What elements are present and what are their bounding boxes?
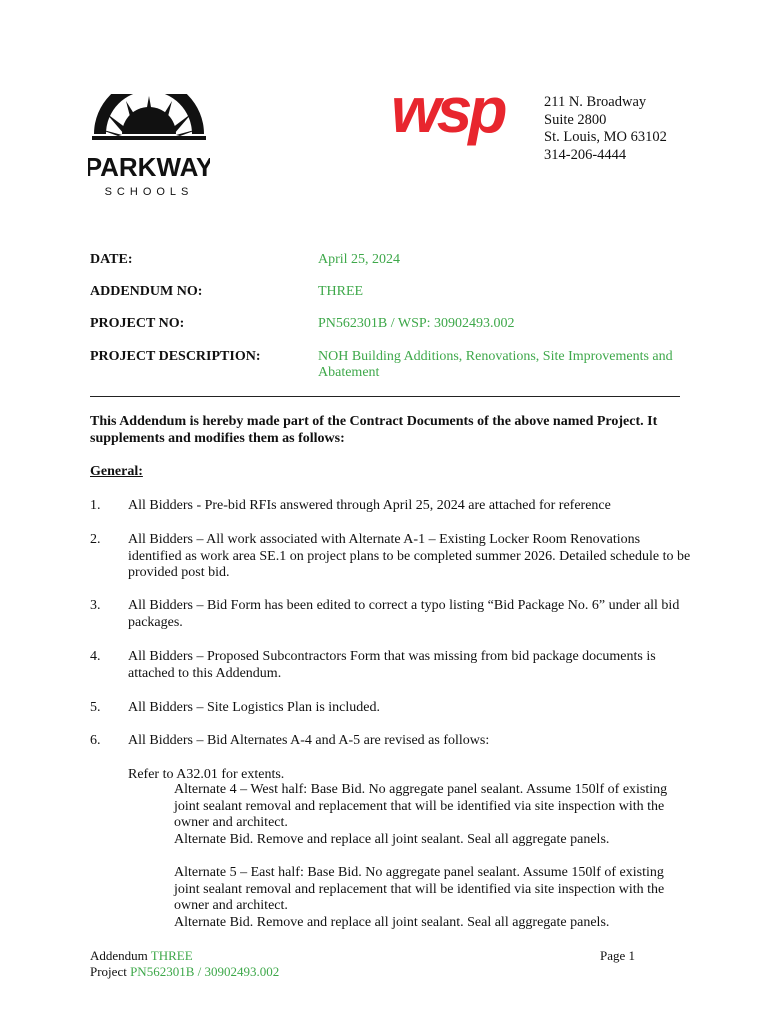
- alternate-5-block: [174, 865, 674, 931]
- date-label: DATE:: [90, 252, 133, 267]
- company-address: [544, 94, 667, 164]
- footer-project-label: Project: [90, 964, 127, 979]
- description-label: PROJECT DESCRIPTION:: [90, 349, 261, 364]
- addendum-value: THREE: [318, 284, 364, 299]
- item-number: 1.: [90, 498, 101, 513]
- project-no-value: PN562301B / WSP: 30902493.002: [318, 316, 515, 331]
- parkway-schools-logo: [88, 94, 210, 198]
- alternate-4-base: Alternate 4 – West half: Base Bid. No aggregate panel sealant. Assume 150lf of existing joint sealant removal and replacement that will be identified via site inspection with the owner and architect.: [174, 782, 668, 830]
- general-heading: General:: [90, 464, 143, 479]
- item-text: All Bidders – Bid Alternates A-4 and A-5 are revised as follows:: [128, 733, 490, 748]
- wsp-logo: [391, 94, 537, 166]
- alternate-4-block: [174, 782, 674, 848]
- addendum-label: ADDENDUM NO:: [90, 284, 203, 299]
- item-number: 5.: [90, 700, 101, 715]
- date-value: April 25, 2024: [318, 252, 401, 267]
- svg-text:PARKWAY: PARKWAY: [88, 152, 210, 182]
- item-text: All Bidders – Site Logistics Plan is included.: [128, 700, 380, 715]
- project-no-label: PROJECT NO:: [90, 316, 185, 331]
- alternate-5-base: Alternate 5 – East half: Base Bid. No aggregate panel sealant. Assume 150lf of existing joint sealant removal and replacement that will be identified via site inspection with the owner and architect.: [174, 865, 665, 913]
- address-suite: Suite 2800: [544, 111, 607, 128]
- footer-project-value: PN562301B / 30902493.002: [130, 964, 280, 979]
- footer-addendum-value: THREE: [150, 948, 193, 963]
- footer-info: [90, 948, 279, 980]
- alternate-4-alt: Alternate Bid. Remove and replace all joint sealant. Seal all aggregate panels.: [174, 831, 610, 847]
- item-text: All Bidders – Bid Form has been edited to correct a typo listing “Bid Package No. 6” under all bid packages.: [128, 598, 680, 630]
- address-phone: 314-206-4444: [544, 146, 627, 163]
- description-value: NOH Building Additions, Renovations, Site Improvements and Abatement: [318, 349, 673, 380]
- alternate-5-alt: Alternate Bid. Remove and replace all joint sealant. Seal all aggregate panels.: [174, 914, 610, 930]
- page-number: Page 1: [600, 948, 636, 963]
- item-number: 2.: [90, 532, 101, 547]
- item-text: All Bidders – All work associated with Alternate A-1 – Existing Locker Room Renovations identified as work area SE.1 on project plans to be completed summer 2026. Detailed schedule to be provided post bid.: [128, 532, 691, 580]
- item-number: 3.: [90, 598, 101, 613]
- address-city: St. Louis, MO 63102: [544, 129, 667, 145]
- refer-note: Refer to A32.01 for extents.: [128, 767, 285, 782]
- item-number: 6.: [90, 733, 101, 748]
- address-street: 211 N. Broadway: [544, 94, 647, 110]
- item-number: 4.: [90, 649, 101, 664]
- svg-text:SCHOOLS: SCHOOLS: [104, 186, 194, 198]
- item-text: All Bidders - Pre-bid RFIs answered through April 25, 2024 are attached for reference: [128, 498, 611, 513]
- addendum-intro: This Addendum is hereby made part of the Contract Documents of the above named Project. It supplements and modifies them as follows:: [90, 414, 658, 446]
- divider: [90, 396, 680, 397]
- svg-text:wsp: wsp: [391, 94, 504, 146]
- item-text: All Bidders – Proposed Subcontractors Form that was missing from bid package documents is attached to this Addendum.: [128, 649, 656, 681]
- footer-addendum-label: Addendum: [90, 948, 148, 963]
- sunburst-icon: [88, 94, 210, 198]
